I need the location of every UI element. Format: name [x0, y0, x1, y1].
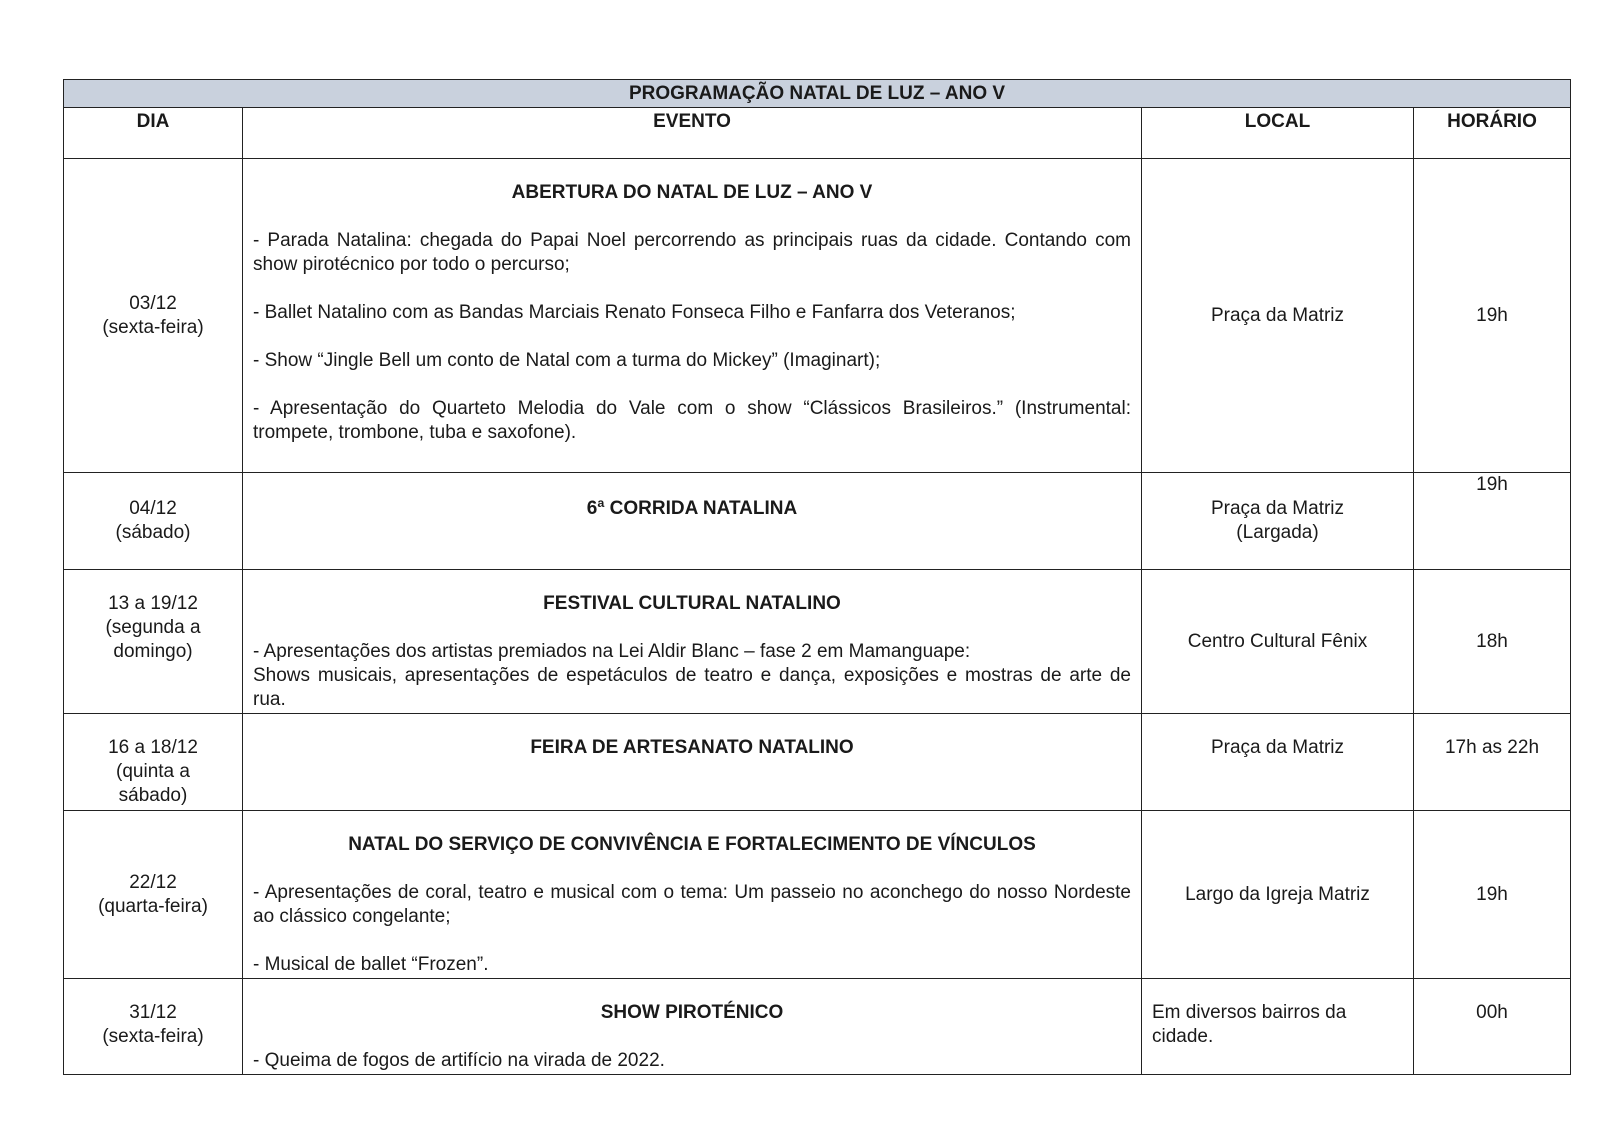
evento-title: SHOW PIROTÉNICO [600, 1002, 784, 1023]
dia-weekday: (sexta-feira) [102, 316, 204, 338]
header-local: LOCAL [1142, 108, 1414, 159]
table-row [64, 811, 1571, 979]
dia-cell [64, 979, 243, 1075]
evento-cell [243, 473, 1142, 570]
header-evento: EVENTO [243, 108, 1142, 159]
table-row [64, 714, 1571, 811]
evento-title: ABERTURA DO NATAL DE LUZ – ANO V [511, 182, 873, 203]
evento-item: - Parada Natalina: chegada do Papai Noel percorrendo as principais ruas da cidade. Contando com show pirotécnico por todo o percurso; [253, 230, 1131, 275]
local-name: Praça da Matriz [1210, 737, 1345, 758]
dia-weekday-end: sábado) [118, 785, 188, 806]
table-row [64, 159, 1571, 473]
evento-item: - Queima de fogos de artifício na virada de 2022. [253, 1050, 665, 1071]
evento-title: NATAL DO SERVIÇO DE CONVIVÊNCIA E FORTALECIMENTO DE VÍNCULOS [348, 834, 1036, 855]
local-cell [1142, 714, 1414, 811]
dia-weekday: (segunda a [105, 617, 201, 638]
horario-cell [1414, 714, 1571, 811]
local-cell: Praça da Matriz [1142, 159, 1414, 473]
table-row [64, 570, 1571, 714]
table-row [64, 979, 1571, 1075]
dia-weekday: (quinta a [116, 761, 190, 782]
horario-value: 17h as 22h [1444, 737, 1540, 758]
evento-item: - Apresentações dos artistas premiados na Lei Aldir Blanc – fase 2 em Mamanguape: [253, 641, 971, 662]
dia-cell [64, 714, 243, 811]
table-title: PROGRAMAÇÃO NATAL DE LUZ – ANO V [64, 80, 1571, 108]
evento-cell [243, 714, 1142, 811]
dia-cell [64, 159, 243, 473]
dia-weekday: (sexta-feira) [102, 1026, 204, 1047]
horario-value: 19h [1476, 474, 1508, 495]
dia-cell [64, 570, 243, 714]
dia-date: 22/12 [129, 871, 177, 893]
local-cell: Largo da Igreja Matriz [1142, 811, 1414, 979]
evento-cell [243, 570, 1142, 714]
horario-cell: 18h [1414, 570, 1571, 714]
dia-date: 13 a 19/12 [108, 593, 198, 614]
program-table [63, 79, 1571, 1075]
evento-item: Shows musicais, apresentações de espetáculos de teatro e dança, exposições e mostras de arte de rua. [253, 665, 1131, 710]
horario-cell: 19h [1414, 159, 1571, 473]
evento-item: - Apresentações de coral, teatro e musical com o tema: Um passeio no aconchego do nosso Nordeste ao clássico congelante; [253, 882, 1131, 927]
dia-weekday: (quarta-feira) [98, 895, 208, 917]
local-cell [1142, 979, 1414, 1075]
dia-weekday: (sábado) [115, 522, 191, 543]
dia-weekday-end: domingo) [113, 641, 193, 662]
horario-cell [1414, 473, 1571, 570]
evento-cell [243, 811, 1142, 979]
dia-date: 04/12 [129, 498, 177, 519]
table-row [64, 473, 1571, 570]
evento-title: FEIRA DE ARTESANATO NATALINO [530, 737, 854, 758]
evento-cell [243, 159, 1142, 473]
local-name: Em diversos bairros da cidade. [1152, 1002, 1347, 1047]
local-note: (Largada) [1236, 522, 1319, 543]
dia-date: 16 a 18/12 [108, 737, 198, 758]
evento-title: 6ª CORRIDA NATALINA [586, 498, 798, 519]
evento-item: - Show “Jingle Bell um conto de Natal com a turma do Mickey” (Imaginart); [253, 350, 881, 371]
horario-cell [1414, 979, 1571, 1075]
dia-cell [64, 473, 243, 570]
evento-title: FESTIVAL CULTURAL NATALINO [543, 593, 841, 614]
header-dia: DIA [64, 108, 243, 159]
dia-cell [64, 811, 243, 979]
dia-date: 03/12 [129, 292, 177, 314]
evento-item: - Musical de ballet “Frozen”. [253, 954, 489, 975]
horario-value: 00h [1476, 1002, 1508, 1023]
dia-date: 31/12 [129, 1002, 177, 1023]
local-cell [1142, 473, 1414, 570]
evento-item: - Apresentação do Quarteto Melodia do Vale com o show “Clássicos Brasileiros.” (Instrumental: trompete, trombone, tuba e saxofone). [253, 398, 1131, 443]
evento-item: - Ballet Natalino com as Bandas Marciais Renato Fonseca Filho e Fanfarra dos Veteranos; [253, 302, 1016, 323]
local-cell: Centro Cultural Fênix [1142, 570, 1414, 714]
horario-cell: 19h [1414, 811, 1571, 979]
header-horario: HORÁRIO [1414, 108, 1571, 159]
evento-cell [243, 979, 1142, 1075]
local-name: Praça da Matriz [1210, 498, 1345, 519]
